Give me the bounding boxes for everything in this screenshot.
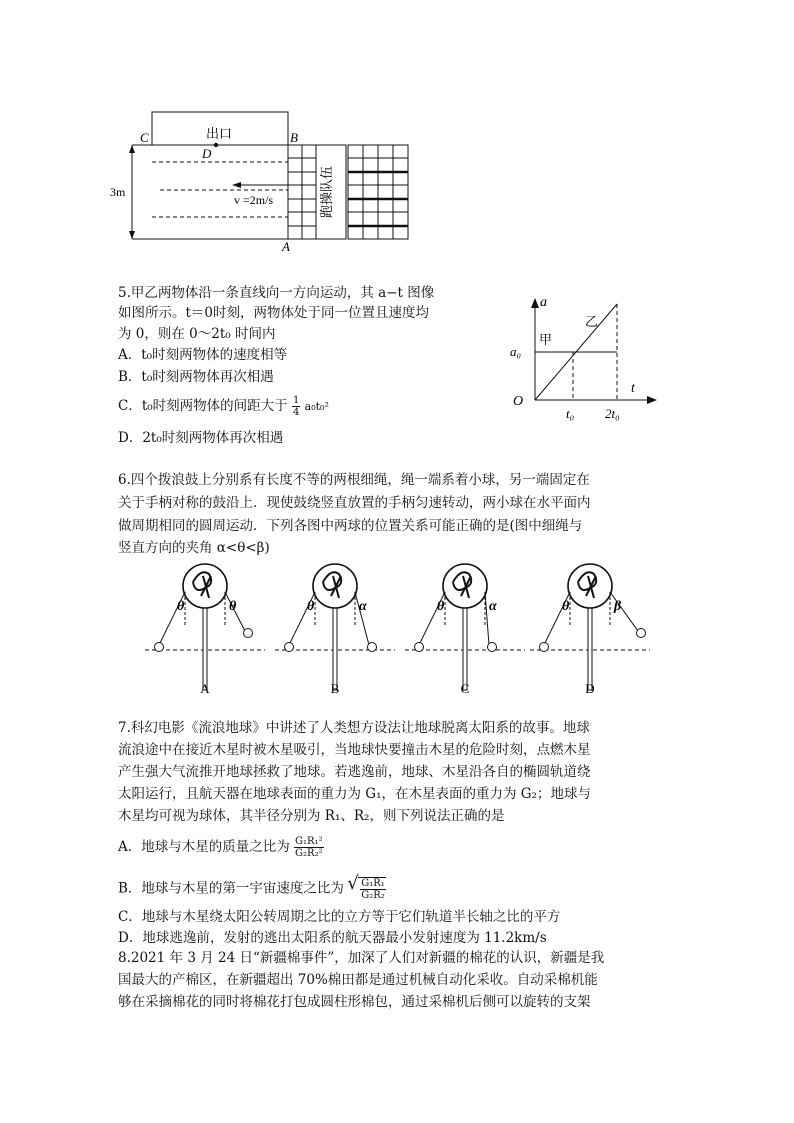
figure-label: B (330, 681, 340, 696)
axis-a-label: a (540, 295, 547, 310)
q5-option-c-text: C．t₀时刻两物体的间距大于 (118, 398, 288, 414)
t0-label: t₀ (566, 406, 575, 421)
left-ball (415, 643, 424, 652)
q7-a-den: G₂R₂² (295, 848, 323, 859)
right-ball (488, 643, 497, 652)
q7-a-num: G₁R₁² (295, 836, 323, 847)
yi-label: 乙 (585, 314, 599, 329)
drum-figure-b (270, 560, 400, 700)
right-ball (637, 629, 646, 638)
angle-left-label: θ (437, 599, 445, 614)
q7-option-b (118, 877, 386, 901)
label-B: B (290, 130, 298, 145)
right-ball (244, 629, 253, 638)
velocity-label: v =2m/s (234, 193, 274, 207)
jia-label: 甲 (539, 332, 553, 347)
q8-line3: 够在采摘棉花的同时将棉花打包成圆柱形棉包，通过采棉机后侧可以旋转的支架 (118, 994, 591, 1010)
a0-label: a₀ (510, 344, 522, 359)
q7-option-a (118, 836, 324, 859)
q7-line3: 产生强大气流推开地球拯救了地球。若逃逸前，地球、木星沿各自的椭圆轨道绕 (118, 764, 591, 780)
drum-figure-a (140, 560, 270, 700)
axis-t-label: t (631, 381, 635, 396)
corridor-figure (110, 100, 420, 255)
left-ball (285, 643, 294, 652)
figure-label: A (200, 681, 210, 696)
q7-line2: 流浪途中在接近木星时被木星吸引，当地球快要撞击木星的危险时刻，点燃木星 (118, 742, 591, 758)
angle-right-label: α (489, 599, 497, 614)
q5-line2: 如图所示。t＝0时刻，两物体处于同一位置且速度均 (118, 305, 430, 321)
q7-option-a-text: A．地球与木星的质量之比为 (118, 839, 290, 855)
figure-label: D (585, 681, 595, 696)
q8-line2: 国最大的产棉区，在新疆超出 70%棉田都是通过机械自动化采收。自动采棉机能 (118, 972, 598, 988)
q6-line1: 6.四个拨浪鼓上分别系有长度不等的两根细绳，绳一端系着小球，另一端固定在 (118, 472, 590, 488)
label-D: D (202, 146, 212, 161)
q7-option-a-fraction (294, 836, 324, 859)
q6-line3: 做周期相同的圆周运动．下列各图中两球的位置关系可能正确的是(图中细绳与 (118, 518, 583, 534)
q5-option-c (118, 395, 329, 418)
q5-option-c-tail: a₀t₀² (304, 400, 329, 413)
angle-left-label: θ (177, 599, 185, 614)
label-C: C (140, 130, 149, 145)
q7-option-b-fraction (360, 878, 386, 901)
q5-line1: 5.甲乙两物体沿一条直线向一方向运动，其 a−t 图像 (118, 285, 435, 301)
drum-figure-d (525, 560, 655, 700)
left-ball (540, 643, 549, 652)
q6-line4: 竖直方向的夹角 α<θ<β) (118, 540, 270, 556)
q7-option-d: D．地球逃逸前，发射的逃出太阳系的航天器最小发射速度为 11.2km/s (118, 930, 547, 946)
left-ball (155, 643, 164, 652)
q7-line5: 木星均可视为球体，其半径分别为 R₁、R₂，则下列说法正确的是 (118, 808, 505, 824)
q5-option-d: D．2t₀时刻两物体再次相遇 (118, 430, 284, 446)
width-label: 3m (110, 185, 126, 199)
angle-right-label: β (614, 599, 622, 614)
q6-line2: 关于手柄对称的鼓沿上．现使鼓绕竖直放置的手柄匀速转动，两小球在水平面内 (118, 495, 591, 511)
label-A: A (282, 239, 290, 254)
right-ball (368, 643, 377, 652)
q5-option-a: A．t₀时刻两物体的速度相等 (118, 347, 288, 363)
q5-c-num: 1 (292, 395, 300, 406)
exit-label: 出口 (206, 126, 233, 141)
q5-c-den: 4 (292, 407, 300, 418)
angle-right-label: α (359, 599, 367, 614)
q7-b-num: √ G₁R₁ (361, 878, 385, 889)
drum-figure-c (400, 560, 530, 700)
q7-b-den: G₂R₂ (361, 890, 385, 901)
q7-option-b-text: B．地球与木星的第一宇宙速度之比为 (118, 880, 344, 897)
at-graph (505, 292, 665, 427)
q5-option-c-fraction (292, 395, 300, 418)
angle-right-label: θ (229, 599, 237, 614)
q8-line1: 8.2021 年 3 月 24 日“新疆棉事件”，加深了人们对新疆的棉花的认识，新疆是我 (118, 950, 605, 966)
origin-label: O (513, 394, 524, 409)
q5-line3: 为 0，则在 0～2t₀ 时间内 (118, 326, 276, 342)
angle-left-label: θ (307, 599, 315, 614)
figure-label: C (460, 681, 470, 696)
q5-option-b: B．t₀时刻两物体再次相遇 (118, 369, 274, 385)
q7-line1: 7.科幻电影《流浪地球》中讲述了人类想方设法让地球脱离太阳系的故事。地球 (118, 720, 590, 736)
q7-line4: 太阳运行，且航天器在地球表面的重力为 G₁，在木星表面的重力为 G₂；地球与 (118, 786, 591, 802)
angle-left-label: θ (562, 599, 570, 614)
q7-option-b-sqrt (358, 877, 386, 901)
q7-option-c: C．地球与木星绕太阳公转周期之比的立方等于它们轨道半长轴之比的平方 (118, 909, 561, 925)
2t0-label: 2t₀ (605, 406, 620, 421)
queue-label: 跑操队伍 (319, 165, 334, 219)
